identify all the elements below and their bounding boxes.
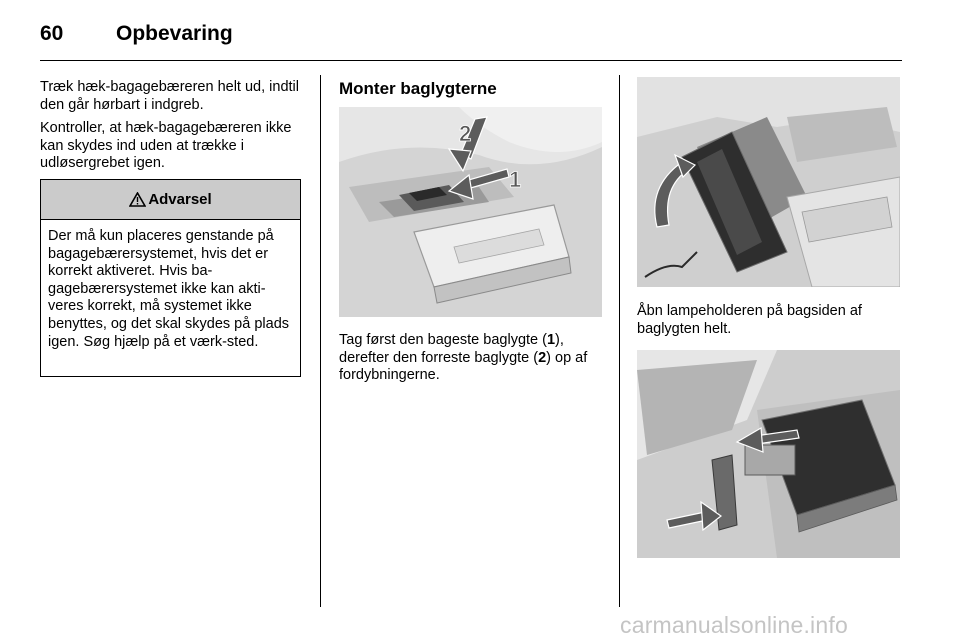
paragraph-check-lock: Kontroller, at hæk-bagagebæreren ikke kan skydes ind uden at trække i udløsergrebet igen. <box>40 120 292 172</box>
page-title: Opbevaring <box>116 22 233 45</box>
figure-callout-2: 2 <box>459 121 472 146</box>
column-divider-left <box>320 75 321 607</box>
page-header <box>40 18 902 60</box>
figure-remove-taillights <box>339 107 602 317</box>
warning-box <box>40 179 301 377</box>
column-divider-right <box>619 75 620 607</box>
figure-lamp-holder-open <box>637 77 900 287</box>
paragraph-pull-out: Træk hæk-bagagebæreren helt ud, indtil den går hørbart i indgreb. <box>40 79 299 113</box>
header-divider <box>40 60 902 61</box>
figure-lamp-holder-detail <box>637 350 900 558</box>
warning-header <box>41 180 300 220</box>
figure-callout-1: 1 <box>509 167 522 192</box>
caption-open-lamp-holder: Åbn lampeholderen på bagsiden af baglygten helt. <box>637 303 862 337</box>
page-number: 60 <box>40 22 64 45</box>
caption-remove-taillights: Tag først den bageste baglygte (1), derefter den forreste baglygte (2) op af fordybningerne. <box>339 332 588 384</box>
warning-triangle-icon <box>129 192 146 207</box>
section-heading: Monter baglygterne <box>339 79 497 98</box>
warning-text: Der må kun placeres genstande på bagagebærersystemet, hvis det er korrekt aktiveret. Hvis ba-gagebærersystemet ikke kan akti-veres korrekt, må systemet ikke benyttes, og det skal skydes på plads igen. Søg hjælp på et værk-sted. <box>48 228 290 350</box>
watermark: carmanualsonline.info <box>620 612 848 638</box>
warning-title: Advarsel <box>148 191 212 208</box>
